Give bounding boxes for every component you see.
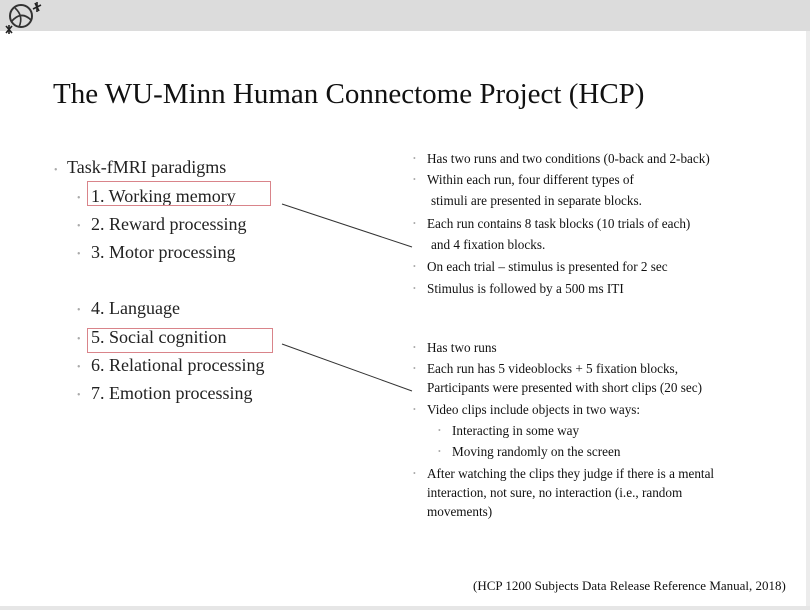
social-note: Video clips include objects in two ways: — [427, 402, 641, 417]
bullet: • — [77, 390, 81, 401]
item-reward-processing: 2. Reward processing — [91, 214, 247, 234]
wm-note: stimuli are presented in separate blocks. — [431, 193, 642, 208]
connector-working-memory — [282, 204, 412, 247]
item-relational-processing: 6. Relational processing — [91, 355, 265, 375]
social-note: Participants were presented with short clips (20 sec) — [427, 380, 703, 395]
bullet: • — [438, 447, 441, 456]
slide-edge-right — [806, 31, 810, 610]
item-emotion-processing: 7. Emotion processing — [91, 383, 253, 403]
slide-title: The WU-Minn Human Connectome Project (HCP) — [53, 78, 645, 110]
bullet: • — [77, 249, 81, 260]
bullet: • — [77, 305, 81, 316]
bullet: • — [413, 262, 416, 271]
bullet: • — [413, 175, 416, 184]
wm-note: Stimulus is followed by a 500 ms ITI — [427, 281, 624, 296]
social-note: Each run has 5 videoblocks + 5 fixation blocks, — [427, 361, 678, 376]
bullet: • — [54, 165, 58, 176]
bullet: • — [77, 193, 81, 204]
bullet: • — [413, 364, 416, 373]
social-cognition-highlight-box — [87, 328, 273, 353]
wm-note: Has two runs and two conditions (0-back and 2-back) — [427, 151, 710, 166]
working-memory-highlight-box — [87, 181, 271, 206]
bullet: • — [413, 343, 416, 352]
social-note: After watching the clips they judge if there is a mental — [427, 466, 715, 481]
social-sub-note: Moving randomly on the screen — [452, 444, 621, 459]
social-note: movements) — [427, 504, 493, 519]
wm-note: On each trial – stimulus is presented for 2 sec — [427, 259, 668, 274]
bullet: • — [77, 221, 81, 232]
connectome-logo-icon — [2, 0, 42, 38]
bullet: • — [413, 469, 416, 478]
social-note: interaction, not sure, no interaction (i.e., random — [427, 485, 683, 500]
connector-social-cognition — [282, 344, 412, 391]
slide-edge-bottom — [0, 606, 810, 610]
top-bar — [0, 0, 810, 31]
item-motor-processing: 3. Motor processing — [91, 242, 236, 262]
item-language: 4. Language — [91, 298, 180, 318]
paradigms-heading: Task-fMRI paradigms — [67, 157, 227, 177]
bullet: • — [413, 219, 416, 228]
wm-note: and 4 fixation blocks. — [431, 237, 546, 252]
bullet: • — [413, 154, 416, 163]
wm-note: Within each run, four different types of — [427, 172, 634, 187]
social-sub-note: Interacting in some way — [452, 423, 580, 438]
bullet: • — [77, 334, 81, 345]
wm-note: Each run contains 8 task blocks (10 trials of each) — [427, 216, 691, 231]
item-working-memory: 1. Working memory — [91, 186, 236, 206]
item-social-cognition: 5. Social cognition — [91, 327, 227, 347]
bullet: • — [413, 284, 416, 293]
citation: (HCP 1200 Subjects Data Release Reference Manual, 2018) — [473, 578, 786, 593]
bullet: • — [438, 426, 441, 435]
bullet: • — [77, 362, 81, 373]
bullet: • — [413, 405, 416, 414]
social-note: Has two runs — [427, 340, 497, 355]
